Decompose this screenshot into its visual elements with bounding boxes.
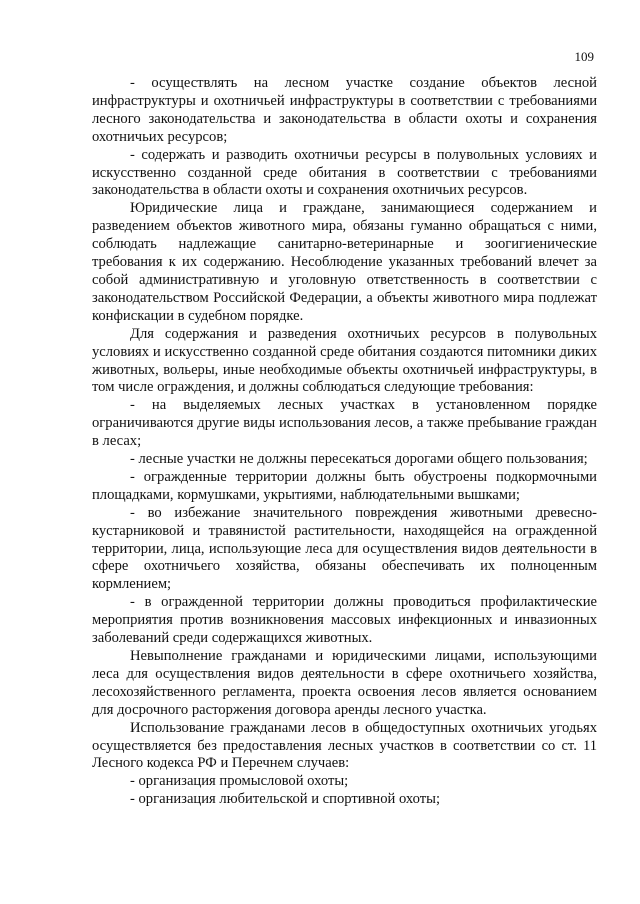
paragraph: Использование гражданами лесов в общедоступных охотничьих угодьях осуществляется без предоставления лесных участков в соответствии со ст. 11 Лесного кодекса РФ и Перечнем случаев: xyxy=(92,719,597,772)
paragraph: Невыполнение гражданами и юридическими лицами, использующими леса для осуществления видов деятельности в сфере охотничьего хозяйства, лесохозяйственного регламента, проекта освоения лесов является основанием для досрочного расторжения договора аренды лесного участка. xyxy=(92,648,597,718)
list-item: - лесные участки не должны пересекаться дорогами общего пользования; xyxy=(130,451,588,468)
list-item: - во избежание значительного повреждения животными древесно-кустарниковой и травянистой растительности, находящейся на огражденной территории, лица, использующие леса для осуществления видов деятельности в сфере охотничьего хозяйства, обязаны обеспечивать их полноценным кормлением; xyxy=(92,504,597,593)
paragraph: Юридические лица и граждане, занимающиеся содержанием и разведением объектов животного мира, обязаны гуманно обращаться с ними, соблюдать надлежащие санитарно-ветеринарные и зоогигиенические требования к их содержанию. Несоблюдение указанных требований влечет за собой административную и уголовную ответственность в соответствии с законодательством Российской Федерации, а объекты животного мира подлежат конфискации в судебном порядке. xyxy=(92,200,597,324)
paragraph: Для содержания и разведения охотничьих ресурсов в полувольных условиях и искусственно созданной среде обитания создаются питомники диких животных, вольеры, иные необходимые объекты охотничьей инфраструктуры, в том числе ограждения, и должны соблюдаться следующие требования: xyxy=(92,325,597,396)
list-item: - огражденные территории должны быть обустроены подкормочными площадками, кормушками, укрытиями, наблюдательными вышками; xyxy=(92,468,597,503)
list-item: - организация любительской и спортивной охоты; xyxy=(130,791,441,808)
document-body xyxy=(92,75,597,809)
list-item: - осуществлять на лесном участке создание объектов лесной инфраструктуры и охотничьей инфраструктуры в соответствии с требованиями лесного законодательства и законодательства в области охоты и сохранения охотничьих ресурсов; xyxy=(92,75,597,145)
list-item: - организация промысловой охоты; xyxy=(130,773,349,790)
list-item: - на выделяемых лесных участках в установленном порядке ограничиваются другие виды использования лесов, а также пребывание граждан в лесах; xyxy=(92,397,597,450)
page-number: 109 xyxy=(574,49,594,64)
list-item: - содержать и разводить охотничьи ресурсы в полувольных условиях и искусственно созданной среде обитания в соответствии с требованиями законодательства в области охоты и сохранения охотничьих ресурсов. xyxy=(92,146,597,199)
list-item: - в огражденной территории должны проводиться профилактические мероприятия против возникновения массовых инфекционных и инвазионных заболеваний среди содержащихся животных. xyxy=(92,594,597,647)
